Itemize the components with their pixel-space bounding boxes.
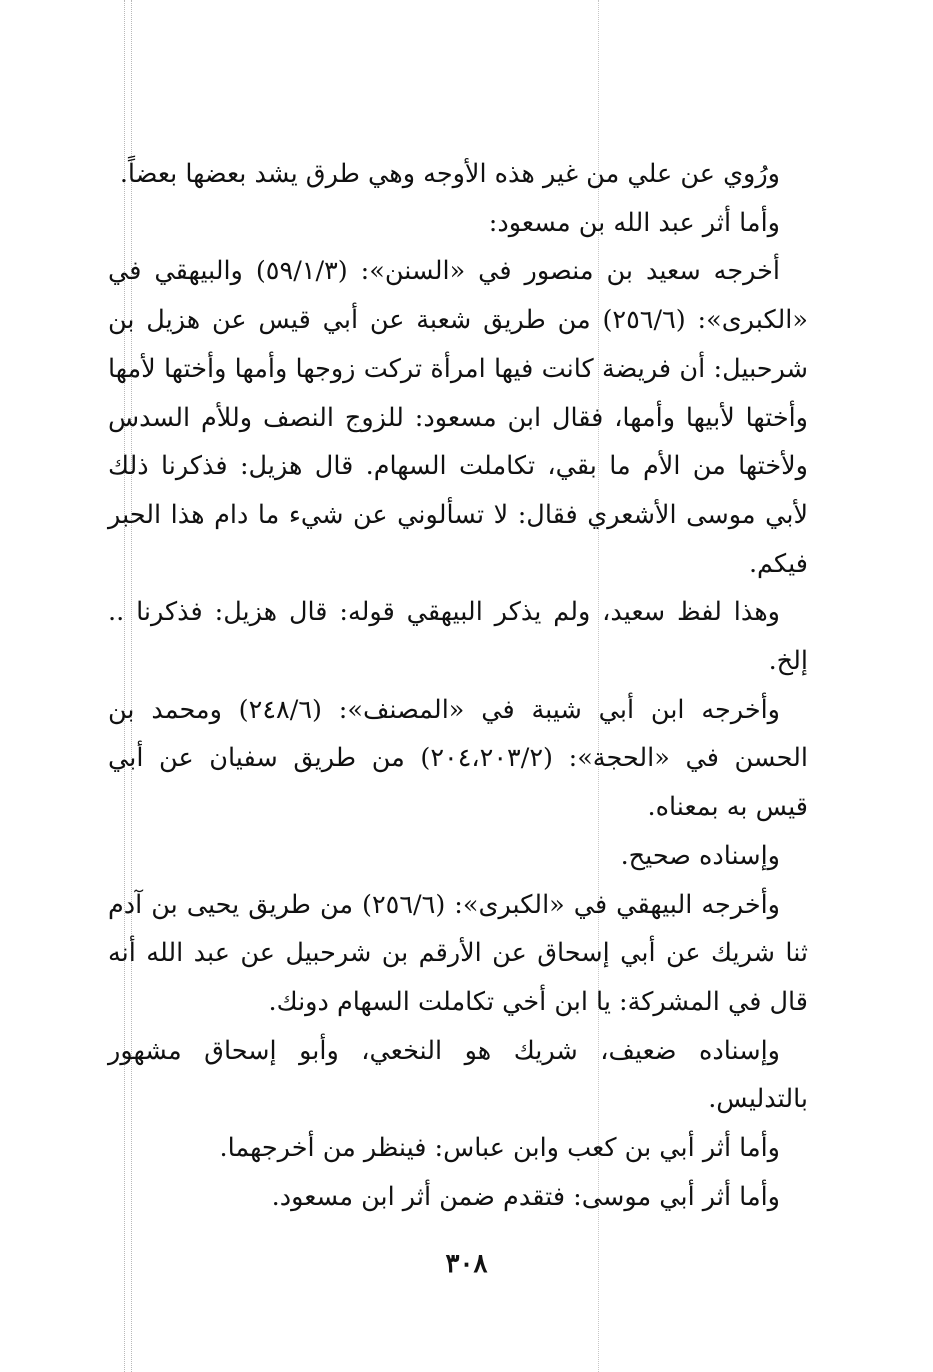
paragraph-bayhaqi-yahya-takhrij: وأخرجه البيهقي في «الكبرى»: (٢٥٦/٦) من طريق يحيى بن آدم ثنا شريك عن أبي إسحاق عن الأرقم بن شرحبيل عن عبد الله أنه قال في المشركة: يا ابن أخي تكاملت السهام دونك. [108,889,808,1017]
paragraph-ali-narrations: ورُوي عن علي من غير هذه الأوجه وهي طرق يشد بعضها بعضاً. [119,159,780,189]
page-body [108,150,808,1221]
paragraph-ubayy-ibn-abbas: وأما أثر أبي بن كعب وابن عباس: فينظر من أخرجهما. [219,1133,780,1164]
paragraph-ibn-abi-shaybah-takhrij: وأخرجه ابن أبي شيبة في «المصنف»: (٢٤٨/٦) ومحمد بن الحسن في «الحجة»: (٢٠٤،٢٠٣/٢) من طريق سفيان عن أبي قيس به بمعناه. [108,694,808,823]
page-number: ٣٠٨ [445,1249,488,1279]
paragraph-said-wording-note: وهذا لفظ سعيد، ولم يذكر البيهقي قوله: قال هزيل: فذكرنا .. إلخ. [108,597,808,677]
paragraph-said-bayhaqi-takhrij: أخرجه سعيد بن منصور في «السنن»: (٥٩/١/٣) والبيهقي في «الكبرى»: (٢٥٦/٦) من طريق شعبة عن أبي قيس عن هزيل بن شرحبيل: أن فريضة كانت فيها امرأة تركت زوجها وأمها وأختها لأمها وأختها لأبيها وأمها، فقال ابن مسعود: للزوج النصف وللأم السدس ولأختها من الأم ما بقي، تكاملت السهام. قال هزيل: فذكرنا ذلك لأبي موسى الأشعري فقال: لا تسألوني عن شيء ما دام هذا الحبر فيكم. [108,256,808,579]
paragraph-isnad-sahih: وإسناده صحيح. [620,840,780,871]
paragraph-abu-musa: وأما أثر أبي موسى: فتقدم ضمن أثر ابن مسعود. [271,1181,780,1212]
heading-ibn-masud-athar: وأما أثر عبد الله بن مسعود: [488,207,780,238]
paragraph-isnad-daif: وإسناده ضعيف، شريك هو النخعي، وأبو إسحاق مشهور بالتدليس. [108,1035,808,1115]
